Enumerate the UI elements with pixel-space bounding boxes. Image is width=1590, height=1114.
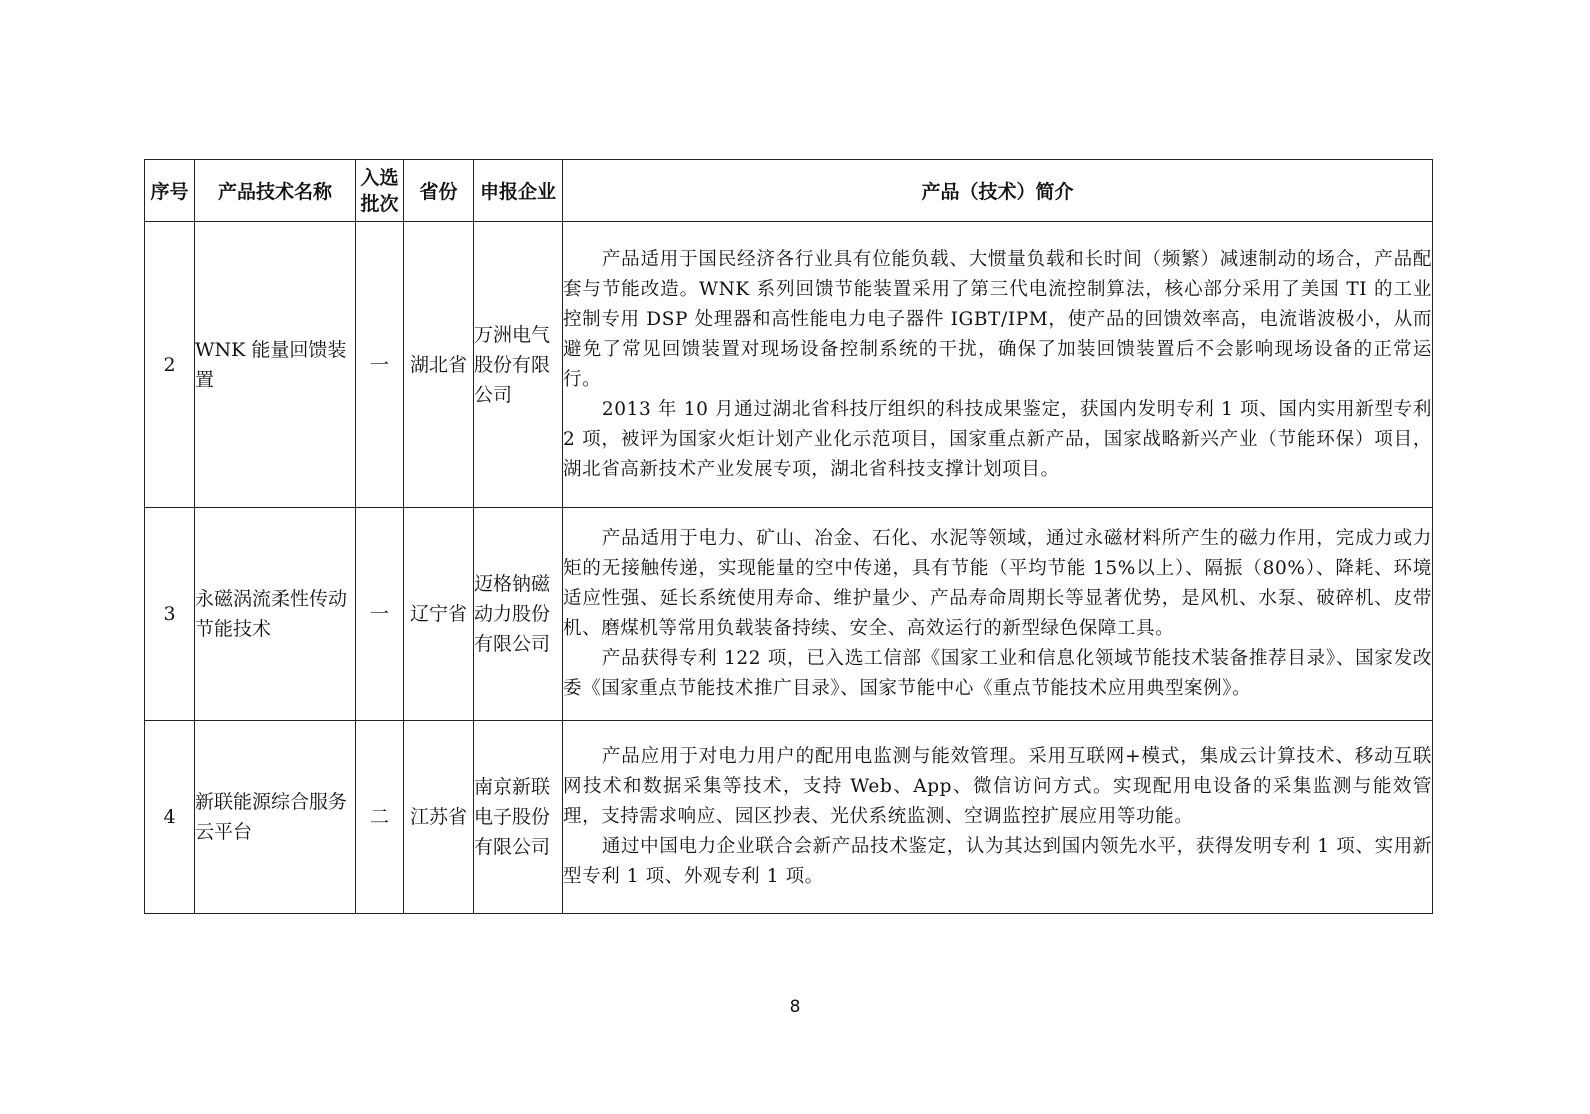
table-row — [145, 222, 1433, 508]
row-intro — [563, 721, 1433, 914]
row-intro — [563, 508, 1433, 721]
table-row — [145, 508, 1433, 721]
header-company: 申报企业 — [474, 160, 563, 222]
row-index: 4 — [145, 721, 195, 914]
intro-paragraph: 产品获得专利 122 项，已入选工信部《国家工业和信息化领域节能技术装备推荐目录》、国家发改委《国家重点节能技术推广目录》、国家节能中心《重点节能技术应用典型案例》。 — [563, 648, 1432, 699]
row-province: 湖北省 — [404, 222, 474, 508]
row-company: 万洲电气股份有限公司 — [474, 222, 563, 508]
header-index: 序号 — [145, 160, 195, 222]
intro-paragraph: 产品适用于国民经济各行业具有位能负载、大惯量负载和长时间（频繁）减速制动的场合，产品配套与节能改造。WNK 系列回馈节能装置采用了第三代电流控制算法，核心部分采用了美国 TI 的工业控制专用 DSP 处理器和高性能电力电子器件 IGBT/IPM，使产品的回馈效率高，电流谐波极小，从而避免了常见回馈装置对现场设备控制系统的干扰，确保了加装回馈装置后不会影响现场设备的正常运行。 — [563, 248, 1432, 390]
row-batch: 一 — [356, 508, 404, 721]
row-company: 南京新联电子股份有限公司 — [474, 721, 563, 914]
header-product-name: 产品技术名称 — [195, 160, 356, 222]
intro-paragraph: 产品应用于对电力用户的配用电监测与能效管理。采用互联网+模式，集成云计算技术、移动互联网技术和数据采集等技术，支持 Web、App、微信访问方式。实现配用电设备的采集监测与能效管理，支持需求响应、园区抄表、光伏系统监测、空调监控扩展应用等功能。 — [563, 746, 1432, 827]
table-row — [145, 721, 1433, 914]
header-intro: 产品（技术）简介 — [563, 160, 1433, 222]
row-province: 江苏省 — [404, 721, 474, 914]
header-batch: 入选批次 — [356, 160, 404, 222]
intro-paragraph: 产品适用于电力、矿山、冶金、石化、水泥等领域，通过永磁材料所产生的磁力作用，完成力或力矩的无接触传递，实现能量的空中传递，具有节能（平均节能 15%以上）、隔振（80%）、降耗、环境适应性强、延长系统使用寿命、维护量少、产品寿命周期长等显著优势，是风机、水泵、破碎机、皮带机、磨煤机等常用负载装备持续、安全、高效运行的新型绿色保障工具。 — [563, 528, 1432, 639]
page-number: 8 — [789, 997, 801, 1017]
row-index: 3 — [145, 508, 195, 721]
row-batch: 二 — [356, 721, 404, 914]
table-header-row — [145, 160, 1433, 222]
header-province: 省份 — [404, 160, 474, 222]
row-intro — [563, 222, 1433, 508]
row-product-name: WNK 能量回馈装置 — [195, 222, 356, 508]
row-index: 2 — [145, 222, 195, 508]
product-table — [144, 159, 1433, 914]
row-batch: 一 — [356, 222, 404, 508]
row-company: 迈格钠磁动力股份有限公司 — [474, 508, 563, 721]
intro-paragraph: 2013 年 10 月通过湖北省科技厅组织的科技成果鉴定，获国内发明专利 1 项、国内实用新型专利 2 项，被评为国家火炬计划产业化示范项目，国家重点新产品，国家战略新兴产业（节能环保）项目，湖北省高新技术产业发展专项，湖北省科技支撑计划项目。 — [563, 398, 1432, 480]
intro-paragraph: 通过中国电力企业联合会新产品技术鉴定，认为其达到国内领先水平，获得发明专利 1 项、实用新型专利 1 项、外观专利 1 项。 — [563, 836, 1432, 887]
row-province: 辽宁省 — [404, 508, 474, 721]
row-product-name: 永磁涡流柔性传动节能技术 — [195, 508, 356, 721]
row-product-name: 新联能源综合服务云平台 — [195, 721, 356, 914]
